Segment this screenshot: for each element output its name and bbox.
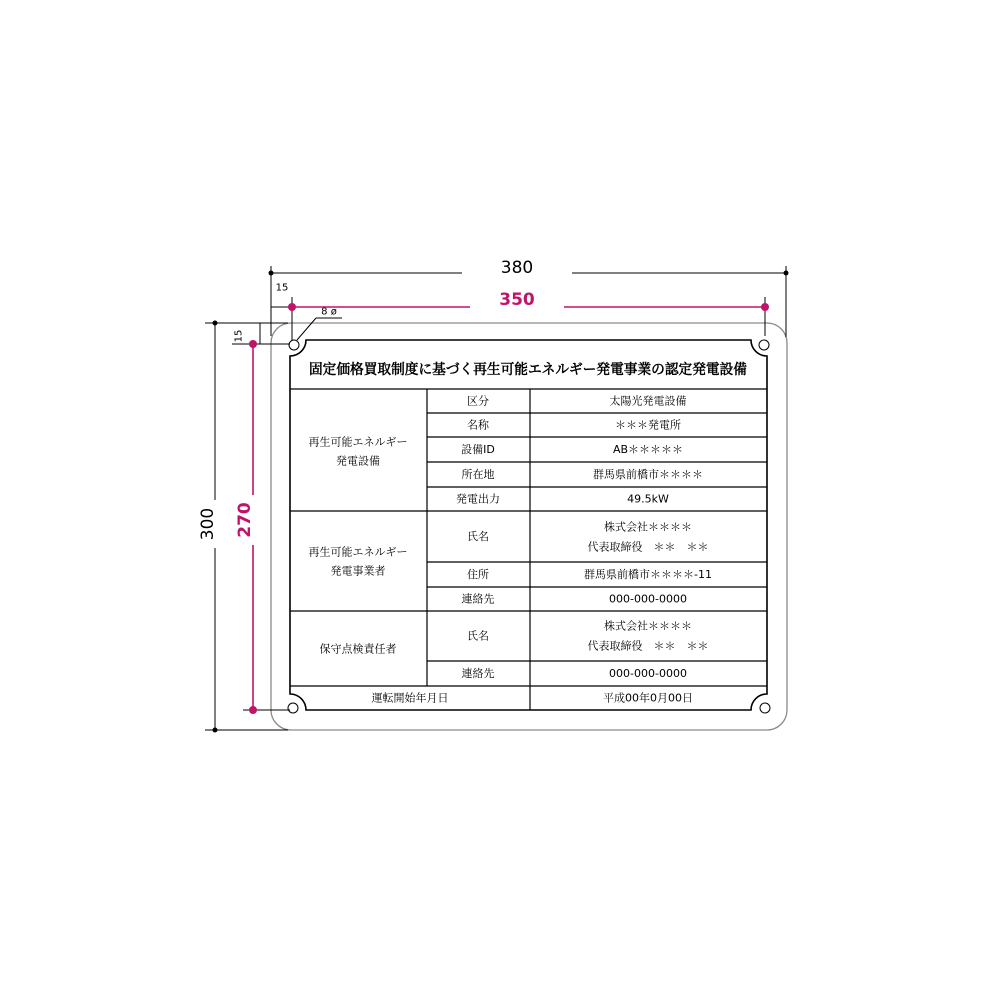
row-value: 代表取締役 ＊＊ ＊＊ xyxy=(587,639,709,653)
row-label: 連絡先 xyxy=(461,667,495,680)
overall-width-label: 380 xyxy=(500,258,534,278)
row-value: 群馬県前橋市＊＊＊＊-11 xyxy=(584,568,712,581)
plate-outline xyxy=(271,323,787,730)
row-label: 名称 xyxy=(467,418,489,432)
dimension-endpoint-accent xyxy=(249,706,257,714)
row-value: 000-000-0000 xyxy=(609,667,687,680)
mounting-hole-top-right xyxy=(759,340,769,350)
dimension-endpoint-accent xyxy=(249,340,257,348)
row-label: 氏名 xyxy=(467,530,489,543)
dimension-endpoint-accent xyxy=(288,303,296,311)
group-label-equipment: 再生可能エネルギー xyxy=(308,435,408,449)
row-value: 太陽光発電設備 xyxy=(609,394,687,408)
dimension-endpoint xyxy=(213,321,218,326)
dimension-endpoint xyxy=(213,728,218,733)
print-width-label: 350 xyxy=(499,290,535,310)
row-value: ＊＊＊発電所 xyxy=(615,418,681,432)
group-label-operator: 発電事業者 xyxy=(330,564,386,578)
start-date-value: 平成00年0月00日 xyxy=(603,691,693,705)
group-label-equipment: 発電設備 xyxy=(336,454,380,468)
row-label: 区分 xyxy=(467,394,489,408)
row-label: 連絡先 xyxy=(461,592,495,606)
row-value: 代表取締役 ＊＊ ＊＊ xyxy=(587,540,709,554)
row-value: AB＊＊＊＊＊ xyxy=(612,443,684,456)
mounting-hole-bottom-right xyxy=(760,703,770,713)
row-value: 株式会社＊＊＊＊ xyxy=(604,619,692,633)
start-date-label: 運転開始年月日 xyxy=(371,691,449,705)
group-label-operator: 再生可能エネルギー xyxy=(308,545,408,559)
row-value: 000-000-0000 xyxy=(609,592,687,606)
dimension-endpoint xyxy=(784,271,789,276)
row-value: 株式会社＊＊＊＊ xyxy=(604,520,692,534)
dimension-endpoint-accent xyxy=(761,303,769,311)
row-label: 発電出力 xyxy=(456,492,500,506)
overall-height-label: 300 xyxy=(198,507,218,541)
row-value: 群馬県前橋市＊＊＊＊ xyxy=(593,468,703,481)
mounting-hole-bottom-left xyxy=(288,703,298,713)
hole-diameter-label: 8 ø xyxy=(321,306,337,318)
row-label: 所在地 xyxy=(461,468,495,481)
row-label: 設備ID xyxy=(461,443,495,456)
offset-left-label: 15 xyxy=(233,329,245,343)
row-label: 氏名 xyxy=(467,629,489,643)
dimension-endpoint xyxy=(269,271,274,276)
row-value: 49.5kW xyxy=(627,492,669,506)
offset-top-label: 15 xyxy=(275,282,289,294)
row-label: 住所 xyxy=(467,568,489,581)
print-height-label: 270 xyxy=(235,502,255,538)
group-label-maintenance: 保守点検責任者 xyxy=(319,642,397,656)
sign-title: 固定価格買取制度に基づく再生可能エネルギー発電事業の認定発電設備 xyxy=(309,362,757,378)
mounting-hole-top-left xyxy=(289,340,299,350)
